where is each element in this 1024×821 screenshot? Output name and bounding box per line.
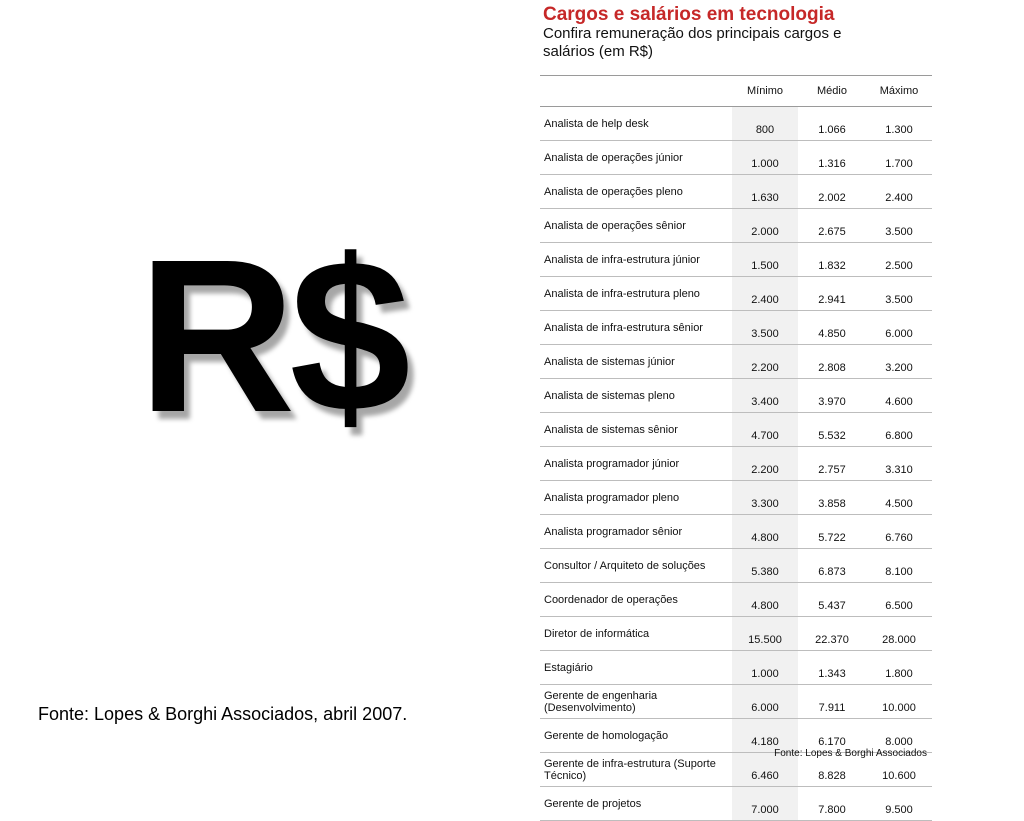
min-salary-cell: 1.000 [732, 651, 798, 685]
header-role [540, 76, 732, 107]
min-salary-cell: 4.800 [732, 515, 798, 549]
max-salary-cell: 10.000 [866, 685, 932, 719]
mid-salary-cell: 2.757 [798, 447, 866, 481]
min-salary-cell: 5.380 [732, 549, 798, 583]
table-row [540, 617, 932, 651]
role-cell: Analista programador pleno [540, 481, 732, 515]
max-salary-cell: 10.600 [866, 753, 932, 787]
min-salary-cell: 4.180 [732, 719, 798, 753]
mid-salary-cell: 3.858 [798, 481, 866, 515]
role-cell: Gerente de projetos [540, 787, 732, 821]
mid-salary-cell: 7.800 [798, 787, 866, 821]
table-body [540, 107, 932, 821]
mid-salary-cell: 1.316 [798, 141, 866, 175]
table-row [540, 583, 932, 617]
role-cell: Gerente de engenharia (Desenvolvimento) [540, 685, 732, 719]
role-cell: Coordenador de operações [540, 583, 732, 617]
max-salary-cell: 6.500 [866, 583, 932, 617]
max-salary-cell: 4.600 [866, 379, 932, 413]
max-salary-cell: 4.500 [866, 481, 932, 515]
table-row [540, 277, 932, 311]
table-source: Fonte: Lopes & Borghi Associados [774, 748, 927, 759]
min-salary-cell: 2.400 [732, 277, 798, 311]
mid-salary-cell: 8.828 [798, 753, 866, 787]
slide-source-caption: Fonte: Lopes & Borghi Associados, abril 2007. [38, 704, 408, 724]
table-row [540, 379, 932, 413]
table-row [540, 311, 932, 345]
min-salary-cell: 2.200 [732, 345, 798, 379]
role-cell: Consultor / Arquiteto de soluções [540, 549, 732, 583]
table-row [540, 209, 932, 243]
role-cell: Analista de operações sênior [540, 209, 732, 243]
role-cell: Analista de sistemas pleno [540, 379, 732, 413]
min-salary-cell: 2.000 [732, 209, 798, 243]
header-mid: Médio [798, 76, 866, 107]
max-salary-cell: 3.500 [866, 209, 932, 243]
mid-salary-cell: 4.850 [798, 311, 866, 345]
table-row [540, 787, 932, 821]
role-cell: Analista de operações júnior [540, 141, 732, 175]
max-salary-cell: 1.800 [866, 651, 932, 685]
min-salary-cell: 1.500 [732, 243, 798, 277]
table-header-row [540, 76, 932, 107]
max-salary-cell: 1.300 [866, 107, 932, 141]
max-salary-cell: 3.200 [866, 345, 932, 379]
mid-salary-cell: 7.911 [798, 685, 866, 719]
role-cell: Analista de infra-estrutura júnior [540, 243, 732, 277]
salary-table [540, 75, 932, 821]
max-salary-cell: 6.000 [866, 311, 932, 345]
mid-salary-cell: 6.170 [798, 719, 866, 753]
table-row [540, 481, 932, 515]
mid-salary-cell: 3.970 [798, 379, 866, 413]
role-cell: Analista programador júnior [540, 447, 732, 481]
max-salary-cell: 8.100 [866, 549, 932, 583]
max-salary-cell: 1.700 [866, 141, 932, 175]
mid-salary-cell: 5.532 [798, 413, 866, 447]
table-row [540, 515, 932, 549]
min-salary-cell: 15.500 [732, 617, 798, 651]
min-salary-cell: 1.630 [732, 175, 798, 209]
mid-salary-cell: 5.722 [798, 515, 866, 549]
max-salary-cell: 8.000 [866, 719, 932, 753]
mid-salary-cell: 1.343 [798, 651, 866, 685]
table-row [540, 107, 932, 141]
role-cell: Estagiário [540, 651, 732, 685]
mid-salary-cell: 2.808 [798, 345, 866, 379]
header-max: Máximo [866, 76, 932, 107]
role-cell: Gerente de infra-estrutura (Suporte Técnico) [540, 753, 732, 787]
max-salary-cell: 6.800 [866, 413, 932, 447]
mid-salary-cell: 1.066 [798, 107, 866, 141]
min-salary-cell: 6.000 [732, 685, 798, 719]
min-salary-cell: 4.800 [732, 583, 798, 617]
min-salary-cell: 6.460 [732, 753, 798, 787]
min-salary-cell: 3.400 [732, 379, 798, 413]
mid-salary-cell: 2.941 [798, 277, 866, 311]
min-salary-cell: 800 [732, 107, 798, 141]
header-min: Mínimo [732, 76, 798, 107]
table-row [540, 413, 932, 447]
min-salary-cell: 7.000 [732, 787, 798, 821]
max-salary-cell: 3.500 [866, 277, 932, 311]
min-salary-cell: 3.500 [732, 311, 798, 345]
max-salary-cell: 9.500 [866, 787, 932, 821]
table-row [540, 175, 932, 209]
table-title: Cargos e salários em tecnologia [543, 4, 835, 25]
min-salary-cell: 3.300 [732, 481, 798, 515]
role-cell: Analista de operações pleno [540, 175, 732, 209]
table-row [540, 345, 932, 379]
table-row [540, 141, 932, 175]
min-salary-cell: 2.200 [732, 447, 798, 481]
role-cell: Diretor de informática [540, 617, 732, 651]
max-salary-cell: 28.000 [866, 617, 932, 651]
mid-salary-cell: 2.002 [798, 175, 866, 209]
table-row [540, 651, 932, 685]
table-row [540, 243, 932, 277]
mid-salary-cell: 2.675 [798, 209, 866, 243]
min-salary-cell: 4.700 [732, 413, 798, 447]
max-salary-cell: 2.400 [866, 175, 932, 209]
table-row [540, 447, 932, 481]
mid-salary-cell: 22.370 [798, 617, 866, 651]
currency-symbol: R$ [138, 215, 405, 458]
role-cell: Analista programador sênior [540, 515, 732, 549]
max-salary-cell: 6.760 [866, 515, 932, 549]
role-cell: Gerente de homologação [540, 719, 732, 753]
max-salary-cell: 2.500 [866, 243, 932, 277]
table-subtitle: Confira remuneração dos principais cargos e salários (em R$) [543, 25, 842, 60]
role-cell: Analista de infra-estrutura sênior [540, 311, 732, 345]
role-cell: Analista de sistemas júnior [540, 345, 732, 379]
role-cell: Analista de infra-estrutura pleno [540, 277, 732, 311]
mid-salary-cell: 1.832 [798, 243, 866, 277]
role-cell: Analista de sistemas sênior [540, 413, 732, 447]
mid-salary-cell: 5.437 [798, 583, 866, 617]
mid-salary-cell: 6.873 [798, 549, 866, 583]
min-salary-cell: 1.000 [732, 141, 798, 175]
max-salary-cell: 3.310 [866, 447, 932, 481]
table-row [540, 549, 932, 583]
role-cell: Analista de help desk [540, 107, 732, 141]
table-row [540, 685, 932, 719]
